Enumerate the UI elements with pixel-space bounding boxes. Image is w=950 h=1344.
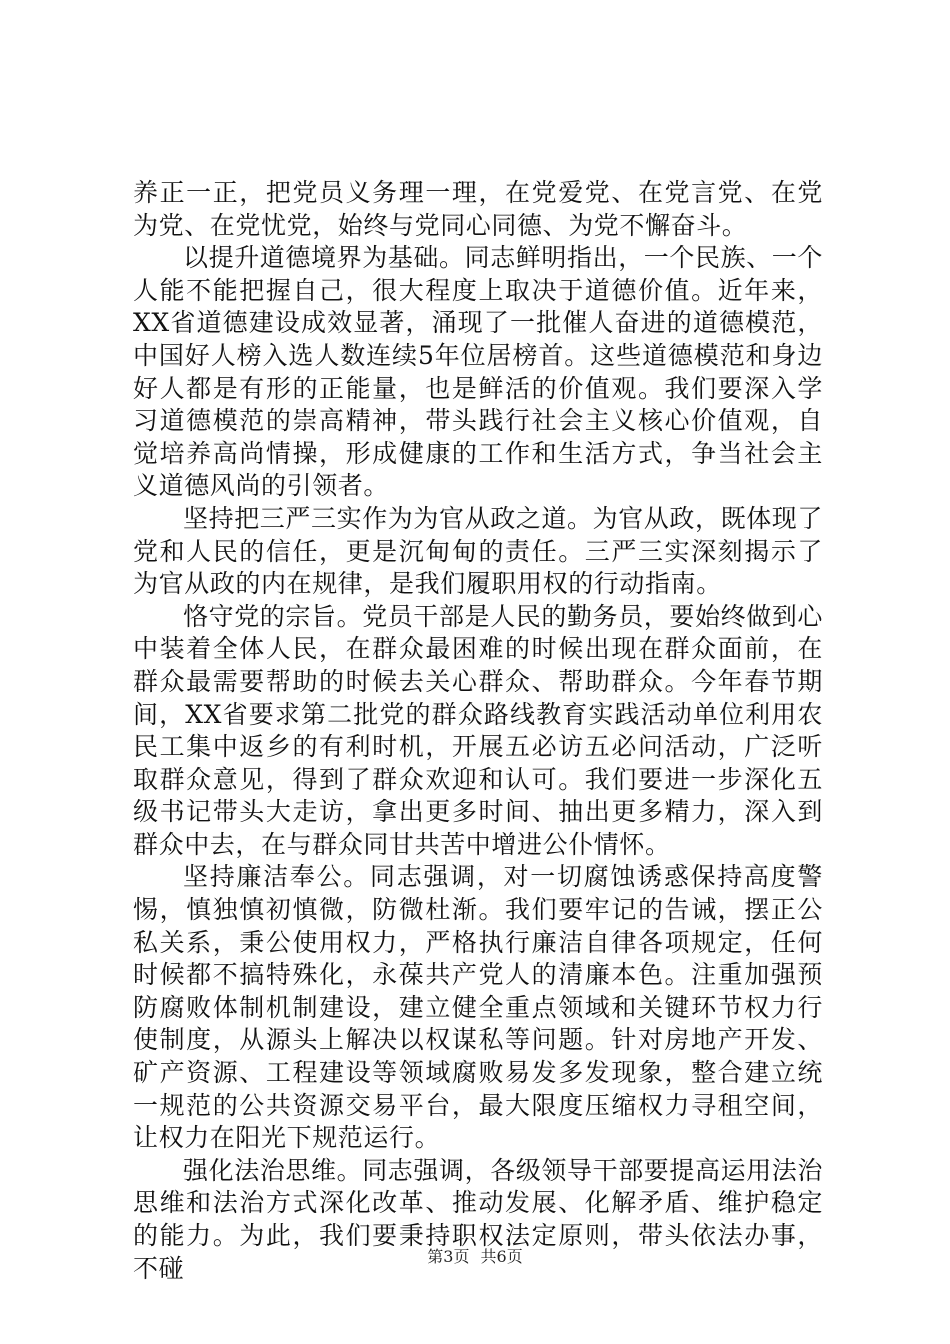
paragraph-moral-realm: 以提升道德境界为基础。同志鲜明指出，一个民族、一个人能不能把握自己，很大程度上取决于道德价值。近年来，XX省道德建设成效显著，涌现了一批催人奋进的道德模范，中国好人榜入选人数连续5年位居榜首。这些道德模范和身边好人都是有形的正能量，也是鲜活的价值观。我们要深入学习道德模范的崇高精神，带头践行社会主义核心价值观，自觉培养高尚情操，形成健康的工作和生活方式，争当社会主义道德风尚的引领者。 — [133, 243, 824, 501]
page-footer — [0, 1244, 950, 1267]
paragraph-continuation: 养正一正，把党员义务理一理，在党爱党、在党言党、在党为党、在党忧党，始终与党同心同德、为党不懈奋斗。 — [133, 178, 823, 240]
paragraph-rule-of-law: 强化法治思维。同志强调，各级领导干部要提高运用法治思维和法治方式深化改革、推动发展、化解矛盾、维护稳定的能力。为此，我们要秉持职权法定原则，带头依法办事，不碰 — [133, 1155, 824, 1283]
page-number: 第3页 — [427, 1247, 470, 1266]
page-total: 共6页 — [480, 1247, 523, 1266]
paragraph-party-purpose: 恪守党的宗旨。党员干部是人民的勤务员，要始终做到心中装着全体人民，在群众最困难的时候出现在群众面前，在群众最需要帮助的时候去关心群众、帮助群众。今年春节期间，XX省要求第二批党的群众路线教育实践活动单位利用农民工集中返乡的有利时机，开展五必访五必问活动，广泛听取群众意见，得到了群众欢迎和认可。我们要进一步深化五级书记带头大走访，拿出更多时间、抽出更多精力，深入到群众中去，在与群众同甘共苦中增进公仆情怀。 — [133, 601, 824, 859]
paragraph-three-stricts: 坚持把三严三实作为为官从政之道。为官从政，既体现了党和人民的信任，更是沉甸甸的责任。三严三实深刻揭示了为官从政的内在规律，是我们履职用权的行动指南。 — [133, 503, 824, 599]
document-body — [133, 177, 823, 1285]
paragraph-integrity: 坚持廉洁奉公。同志强调，对一切腐蚀诱惑保持高度警惕，慎独慎初慎微，防微杜渐。我们要牢记的告诫，摆正公私关系，秉公使用权力，严格执行廉洁自律各项规定，任何时候都不搞特殊化，永葆共产党人的清廉本色。注重加强预防腐败体制机制建设，建立健全重点领域和关键环节权力行使制度，从源头上解决以权谋私等问题。针对房地产开发、矿产资源、工程建设等领域腐败易发多发现象，整合建立统一规范的公共资源交易平台，最大限度压缩权力寻租空间，让权力在阳光下规范运行。 — [133, 862, 823, 1153]
